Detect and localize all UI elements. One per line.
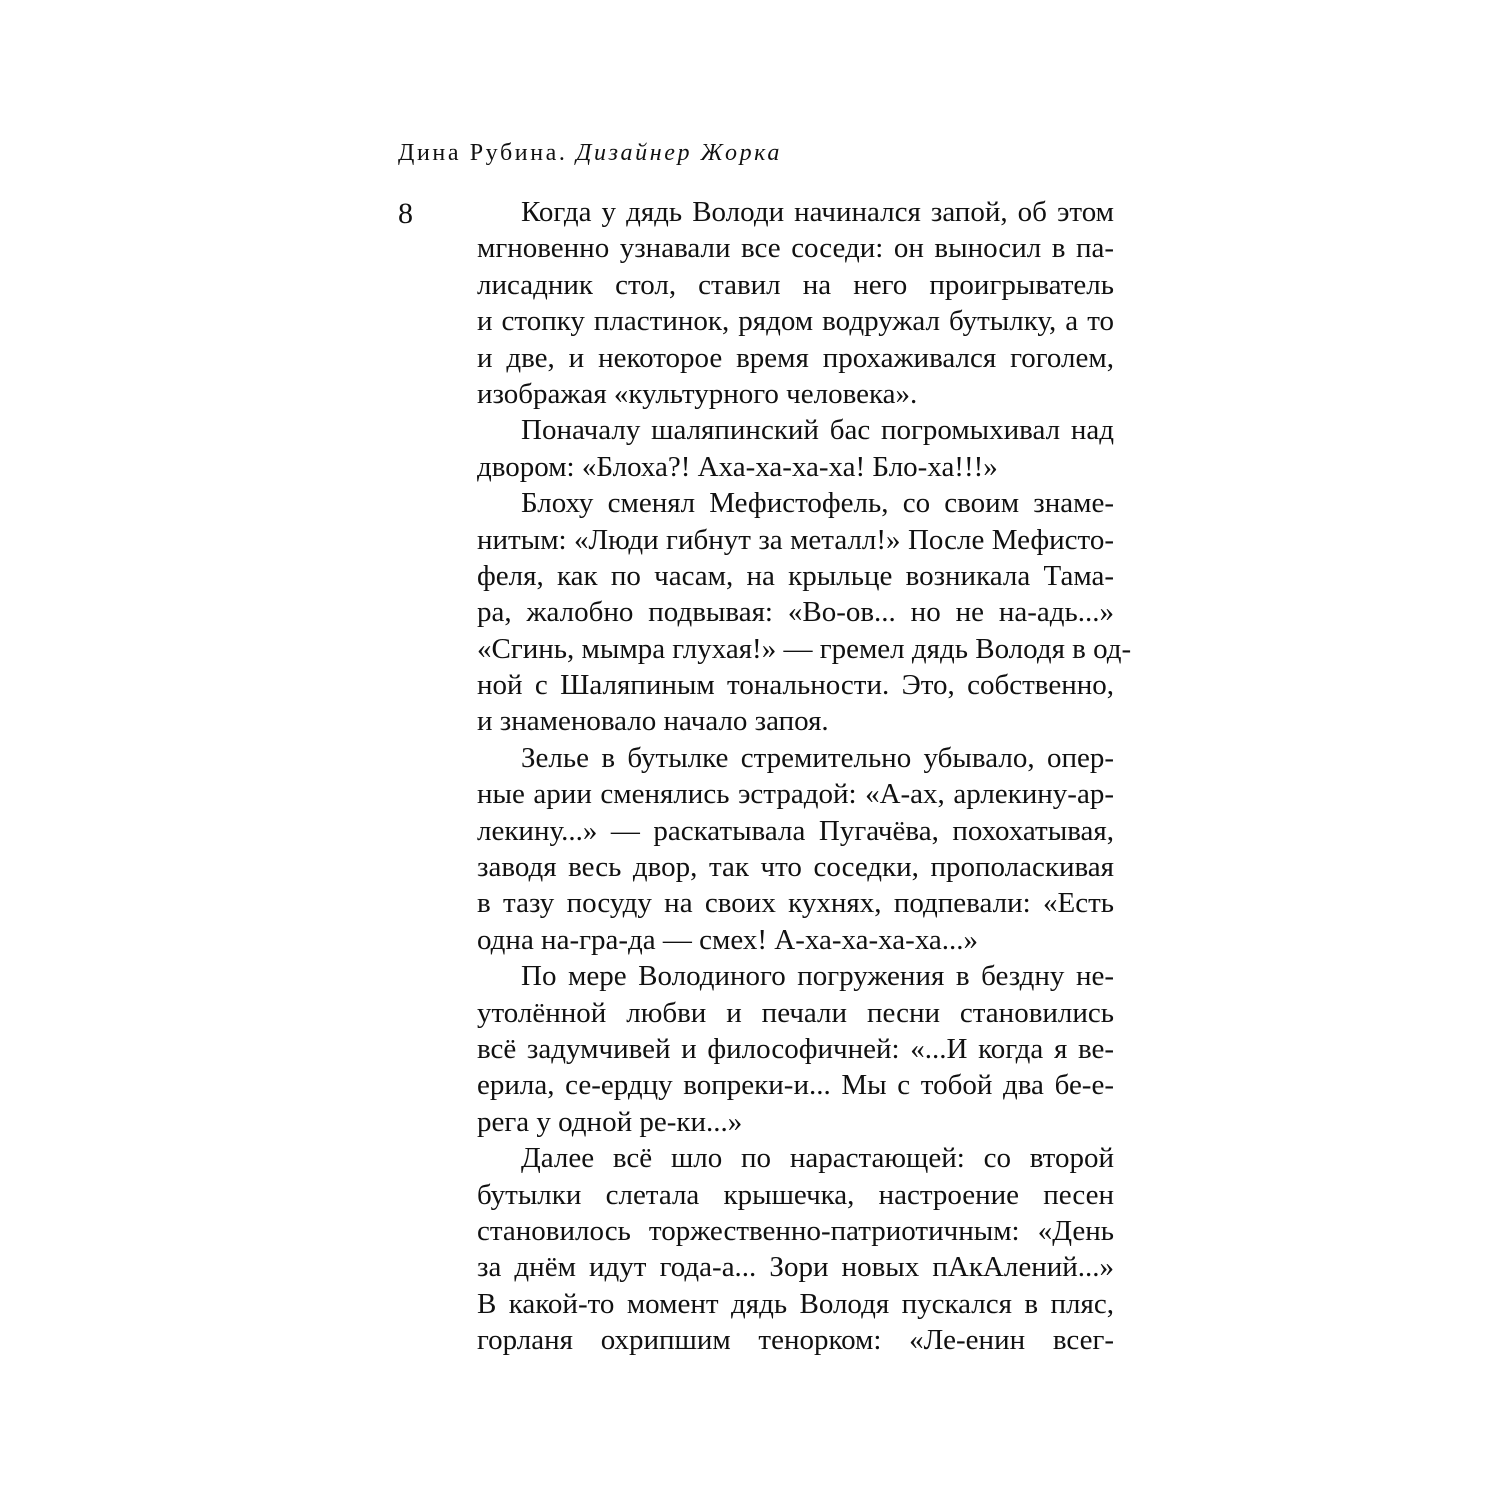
text-line: ной с Шаляпиным тональности. Это, собственно,: [477, 669, 1114, 702]
text-line: ерила, се-ердцу вопреки-и... Мы с тобой два бе-е-: [477, 1069, 1114, 1102]
text-line: Когда у дядь Володи начинался запой, об этом: [521, 196, 1114, 228]
text-line: бутылки слетала крышечка, настроение песен: [477, 1178, 1114, 1211]
paragraph: [477, 740, 1114, 958]
text-line: феля, как по часам, на крыльце возникала Тама-: [477, 559, 1114, 592]
running-head: [398, 138, 782, 168]
text-line: горланя охрипшим тенорком: «Ле-енин всег-: [477, 1324, 1114, 1357]
text-line: ные арии сменялись эстрадой: «А-ах, арлекину-ар-: [477, 778, 1114, 811]
paragraph: [477, 412, 1114, 485]
text-line: и стопку пластинок, рядом водружал бутылку, а то: [477, 305, 1114, 338]
text-line: и две, и некоторое время прохаживался гоголем,: [477, 341, 1114, 374]
text-line: всё задумчивей и философичней: «...И когда я ве-: [477, 1032, 1114, 1065]
text-line: одна на-гра-да — смех! А-ха-ха-ха-ха...»: [477, 923, 979, 956]
text-line: Поначалу шаляпинский бас погромыхивал над: [521, 414, 1114, 447]
text-line: лисадник стол, ставил на него проигрыватель: [477, 268, 1114, 301]
paragraph: [477, 958, 1114, 1140]
text-line: двором: «Блоха?! Аха-ха-ха-ха! Бло-ха!!!»: [477, 450, 998, 483]
page-number: 8: [398, 197, 413, 230]
text-line: В какой-то момент дядь Володя пускался в пляс,: [477, 1287, 1114, 1320]
text-line: рега у одной ре-ки...»: [477, 1105, 743, 1138]
body-text: [477, 194, 1132, 1359]
paragraph: [477, 1140, 1114, 1358]
text-line: становилось торжественно-патриотичным: «День: [477, 1214, 1114, 1247]
text-line: в тазу посуду на своих кухнях, подпевали: «Есть: [477, 887, 1114, 920]
text-line: Блоху сменял Мефистофель, со своим знаме-: [521, 487, 1114, 520]
text-line: заводя весь двор, так что соседки, прополаскивая: [477, 851, 1114, 884]
text-line: утолённой любви и печали песни становились: [477, 996, 1114, 1029]
text-line: ра, жалобно подвывая: «Во-ов... но не на-адь...»: [477, 596, 1114, 629]
text-line: мгновенно узнавали все соседи: он выносил в па-: [477, 232, 1114, 265]
text-line: лекину...» — раскатывала Пугачёва, похохатывая,: [477, 814, 1114, 847]
running-head-author: Дина Рубина.: [398, 140, 568, 166]
text-line: за днём идут года-а... Зори новых пАкАлений...»: [477, 1251, 1114, 1284]
text-line: Далее всё шло по нарастающей: со второй: [521, 1142, 1114, 1175]
paragraph: [477, 194, 1114, 412]
text-line: Зелье в бутылке стремительно убывало, опер-: [521, 741, 1114, 774]
paragraph: [477, 485, 1132, 740]
running-head-title: Дизайнер Жорка: [576, 140, 782, 166]
text-line: «Сгинь, мымра глухая!» — гремел дядь Володя в од-: [477, 632, 1132, 665]
text-line: По мере Володиного погружения в бездну не-: [521, 960, 1114, 993]
text-line: нитым: «Люди гибнут за металл!» После Мефисто-: [477, 523, 1114, 556]
text-line: и знаменовало начало запоя.: [477, 705, 829, 738]
text-line: изображая «культурного человека».: [477, 377, 918, 410]
